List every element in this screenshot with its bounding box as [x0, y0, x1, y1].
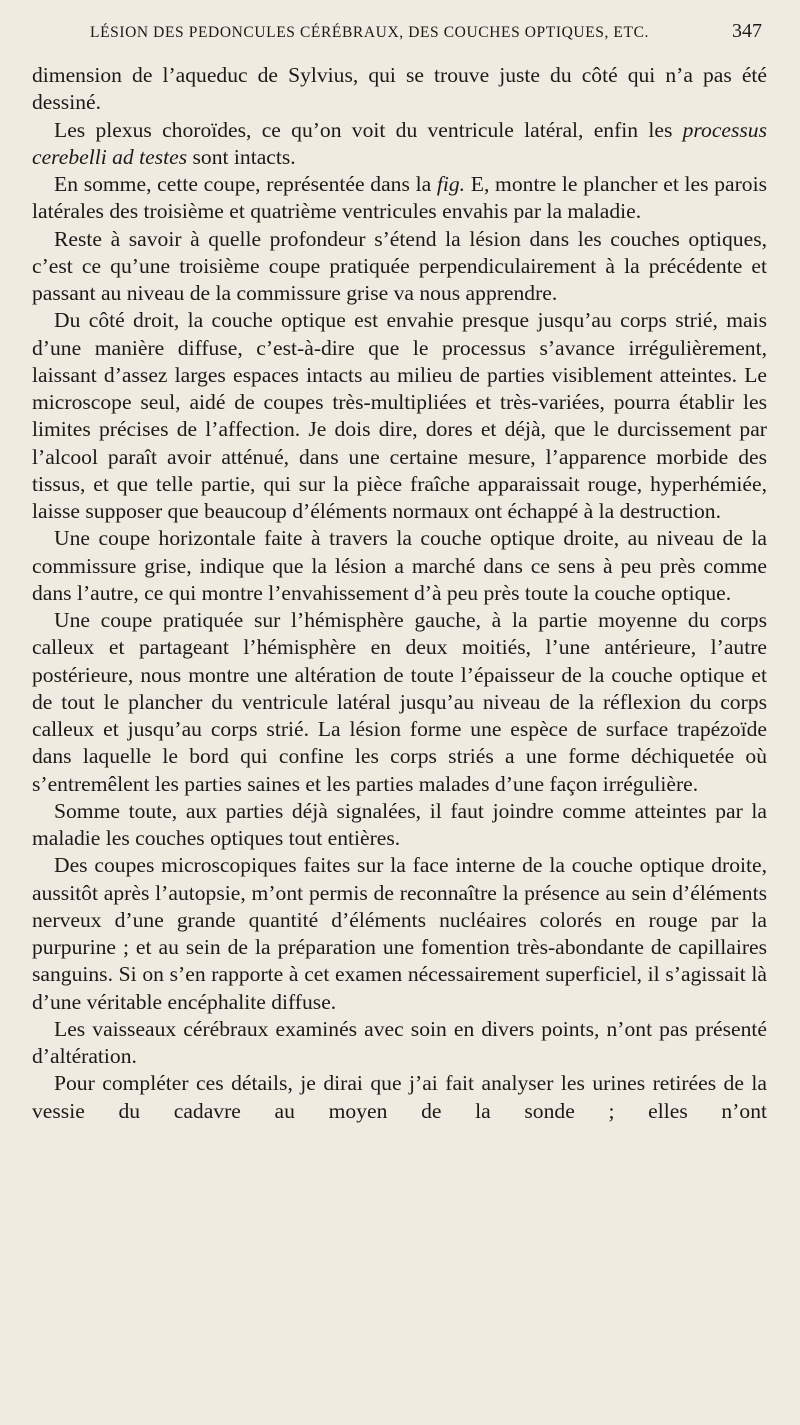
italic-text: processus cerebelli ad testes	[32, 117, 767, 169]
paragraph-text: En somme, cette coupe, représentée dans la	[54, 172, 437, 196]
paragraph-text: sont intacts.	[187, 144, 296, 169]
paragraph-text: Une coupe pratiquée sur l’hémisphère gauche, à la partie moyenne du corps calleux et partageant l’hémisphère en deux moitiés, l’une antérieure, l’autre postérieure, nous montre une altération de toute l’épaisseur de la couche optique et de tout le plancher du ventricule latéral jusqu’au niveau de la réflexion du corps calleux et jusqu’au corps strié. La lésion forme une espèce de surface trapézoïde dans laquelle le bord qui confine les corps striés a une forme déchiquetée où s’entremêlent les parties saines et les parties malades d’une façon irrégulière.	[32, 608, 767, 796]
paragraph	[32, 117, 767, 172]
paragraph-text: Les plexus choroïdes, ce qu’on voit du ventricule latéral, enfin les	[54, 117, 683, 142]
page-number: 347	[732, 20, 762, 42]
paragraph	[32, 798, 767, 853]
italic-text: fig.	[436, 172, 466, 196]
paragraph-text: Du côté droit, la couche optique est envahie presque jusqu’au corps strié, mais d’une manière diffuse, c’est-à-dire que le processus s’avance irrégulièrement, laissant d’assez larges espaces intacts au milieu de parties visiblement atteintes. Le microscope seul, aidé de coupes très-multipliées et très-variées, pourra établir les limites précises de l’affection. Je dois dire, dores et déjà, que le durcissement par l’alcool paraît avoir atténué, dans une certaine mesure, l’apparence morbide des tissus, et que telle partie, qui sur la pièce fraîche apparaissait rouge, hyperhémiée, laisse supposer que beaucoup d’éléments normaux ont échappé à la destruction.	[32, 308, 767, 523]
paragraph	[32, 852, 767, 1016]
page-header	[0, 14, 800, 50]
paragraph-text: Les vaisseaux cérébraux examinés avec soin en divers points, n’ont pas présenté d’altération.	[32, 1016, 767, 1068]
paragraph	[32, 62, 767, 117]
body-text	[32, 62, 767, 1125]
paragraph	[32, 171, 767, 226]
paragraph	[32, 1070, 767, 1125]
paragraph-text: Reste à savoir à quelle profondeur s’étend la lésion dans les couches optiques, c’est ce qu’une troisième coupe pratiquée perpendiculairement à la précédente et passant au niveau de la commissure grise va nous apprendre.	[32, 226, 767, 305]
paragraph-text: Pour compléter ces détails, je dirai que j’ai fait analyser les urines retirées de la vessie du cadavre au moyen de la sonde ; elles n’ont	[32, 1071, 767, 1123]
paragraph-text: Des coupes microscopiques faites sur la face interne de la couche optique droite, aussitôt après l’autopsie, m’ont permis de reconnaître la présence au sein d’éléments nerveux d’une grande quantité d’éléments nucléaires colorés en rouge par la purpurine ; et au sein de la préparation une fomention très-abondante de capillaires sanguins. Si on s’en rapporte à cet examen nécessairement superficiel, il s’agissait là d’une véritable encéphalite diffuse.	[32, 853, 767, 1014]
paragraph-text: E, montre le plancher et les parois latérales des troisième et quatrième ventricules envahis par la maladie.	[32, 172, 767, 224]
paragraph-text: Somme toute, aux parties déjà signalées, il faut joindre comme atteintes par la maladie les couches optiques tout entières.	[32, 798, 767, 850]
running-head: LÉSION DES PEDONCULES CÉRÉBRAUX, DES COUCHES OPTIQUES, ETC.	[90, 24, 649, 41]
paragraph	[32, 1016, 767, 1071]
paragraph	[32, 607, 767, 798]
paragraph-text: Une coupe horizontale faite à travers la couche optique droite, au niveau de la commissure grise, indique que la lésion a marché dans ce sens à peu près comme dans l’autre, ce qui montre l’envahissement d’à peu près toute la couche optique.	[32, 526, 767, 605]
paragraph	[32, 307, 767, 525]
paragraph	[32, 226, 767, 308]
paragraph-text: dimension de l’aqueduc de Sylvius, qui se trouve juste du côté qui n’a pas été dessiné.	[32, 63, 767, 115]
paragraph	[32, 525, 767, 607]
